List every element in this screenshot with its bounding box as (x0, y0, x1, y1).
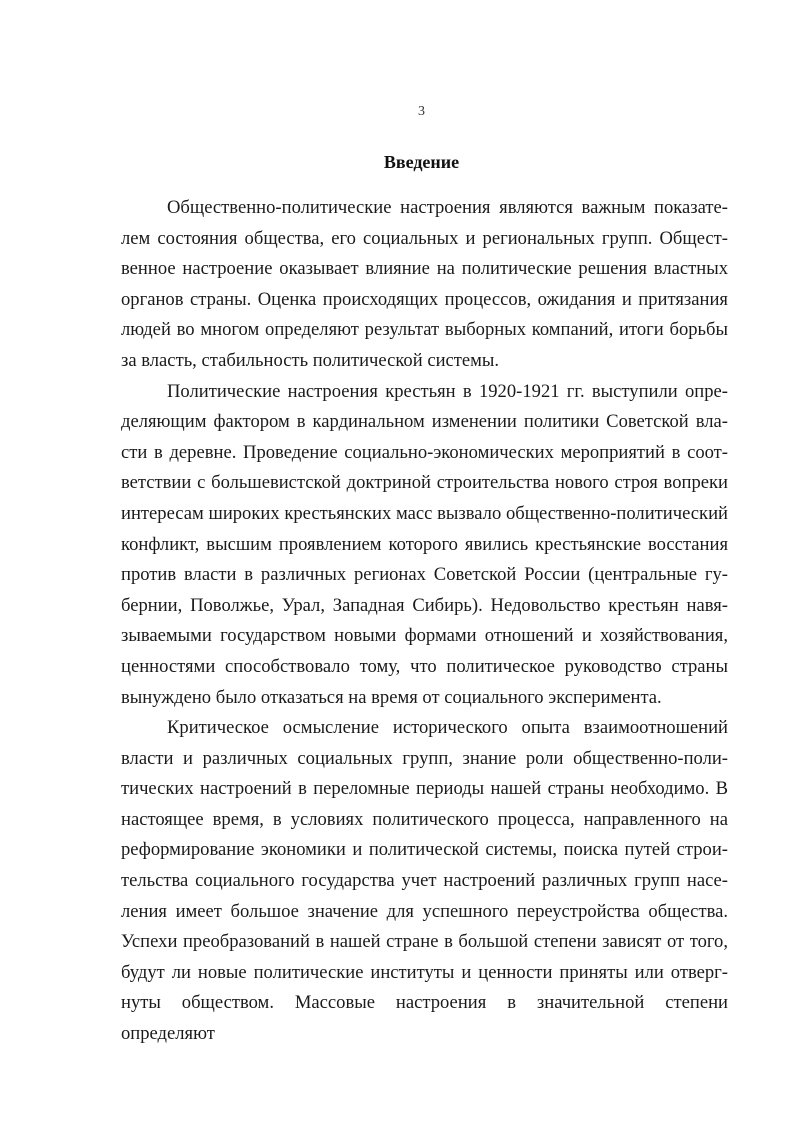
text-line: людей во многом определяют результат выборных компаний, итоги борьбы (121, 319, 728, 341)
text-line: венное настроение оказывает влияние на политические решения властных (121, 258, 728, 280)
text-line: ветствии с большевистской доктриной строительства нового строя вопреки (121, 472, 728, 494)
text-line: ценностями способствовало тому, что политическое руководство страны (121, 655, 728, 677)
text-line: настоящее время, в условиях политического процесса, направленного на (121, 808, 728, 830)
text-line: Успехи преобразований в нашей стране в большой степени зависят от того, (121, 931, 728, 953)
text-line: лем состояния общества, его социальных и региональных групп. Общест- (121, 227, 728, 249)
text-line: интересам широких крестьянских масс вызвало общественно-политический (121, 502, 728, 524)
paragraph-2 (121, 377, 728, 714)
text-line: ления имеет большое значение для успешного переустройства общества. (121, 900, 728, 922)
text-line: тических настроений в переломные периоды нашей страны необходимо. В (121, 778, 728, 800)
text-line: Критическое осмысление исторического опыта взаимоотношений (167, 717, 728, 739)
text-line: Общественно-политические настроения являются важным показате- (167, 197, 728, 218)
paragraph-3 (121, 713, 728, 1045)
text-line: реформирование экономики и политической системы, поиска путей строи- (121, 839, 728, 861)
text-line: за власть, стабильность политической системы. (121, 349, 500, 371)
text-line: Политические настроения крестьян в 1920-1921 гг. выступили опре- (167, 380, 728, 402)
text-line: вынуждено было отказаться на время от социального эксперимента. (121, 686, 662, 708)
text-line: органов страны. Оценка происходящих процессов, ожидания и притязания (121, 288, 728, 310)
section-heading: Введение (383, 152, 460, 172)
text-line: нуты обществом. Массовые настроения в значительной степени определяют (121, 992, 728, 1045)
text-line: против власти в различных регионах Советской России (центральные гу- (121, 564, 728, 586)
text-line: бернии, Поволжье, Урал, Западная Сибирь). Недовольство крестьян навя- (121, 594, 728, 616)
text-line: власти и различных социальных групп, знание роли общественно-поли- (121, 747, 728, 769)
text-line: будут ли новые политические институты и ценности приняты или отверг- (121, 961, 728, 983)
paragraph-1 (121, 193, 728, 377)
page-number: 3 (418, 104, 425, 119)
text-line: тельства социального государства учет настроений различных групп насе- (121, 870, 728, 892)
text-line: конфликт, высшим проявлением которого явились крестьянские восстания (121, 533, 728, 555)
text-line: сти в деревне. Проведение социально-экономических мероприятий в соот- (121, 441, 728, 463)
body-text (121, 193, 728, 1045)
text-line: деляющим фактором в кардинальном изменении политики Советской вла- (121, 411, 728, 433)
text-line: зываемыми государством новыми формами отношений и хозяйствования, (121, 625, 728, 647)
